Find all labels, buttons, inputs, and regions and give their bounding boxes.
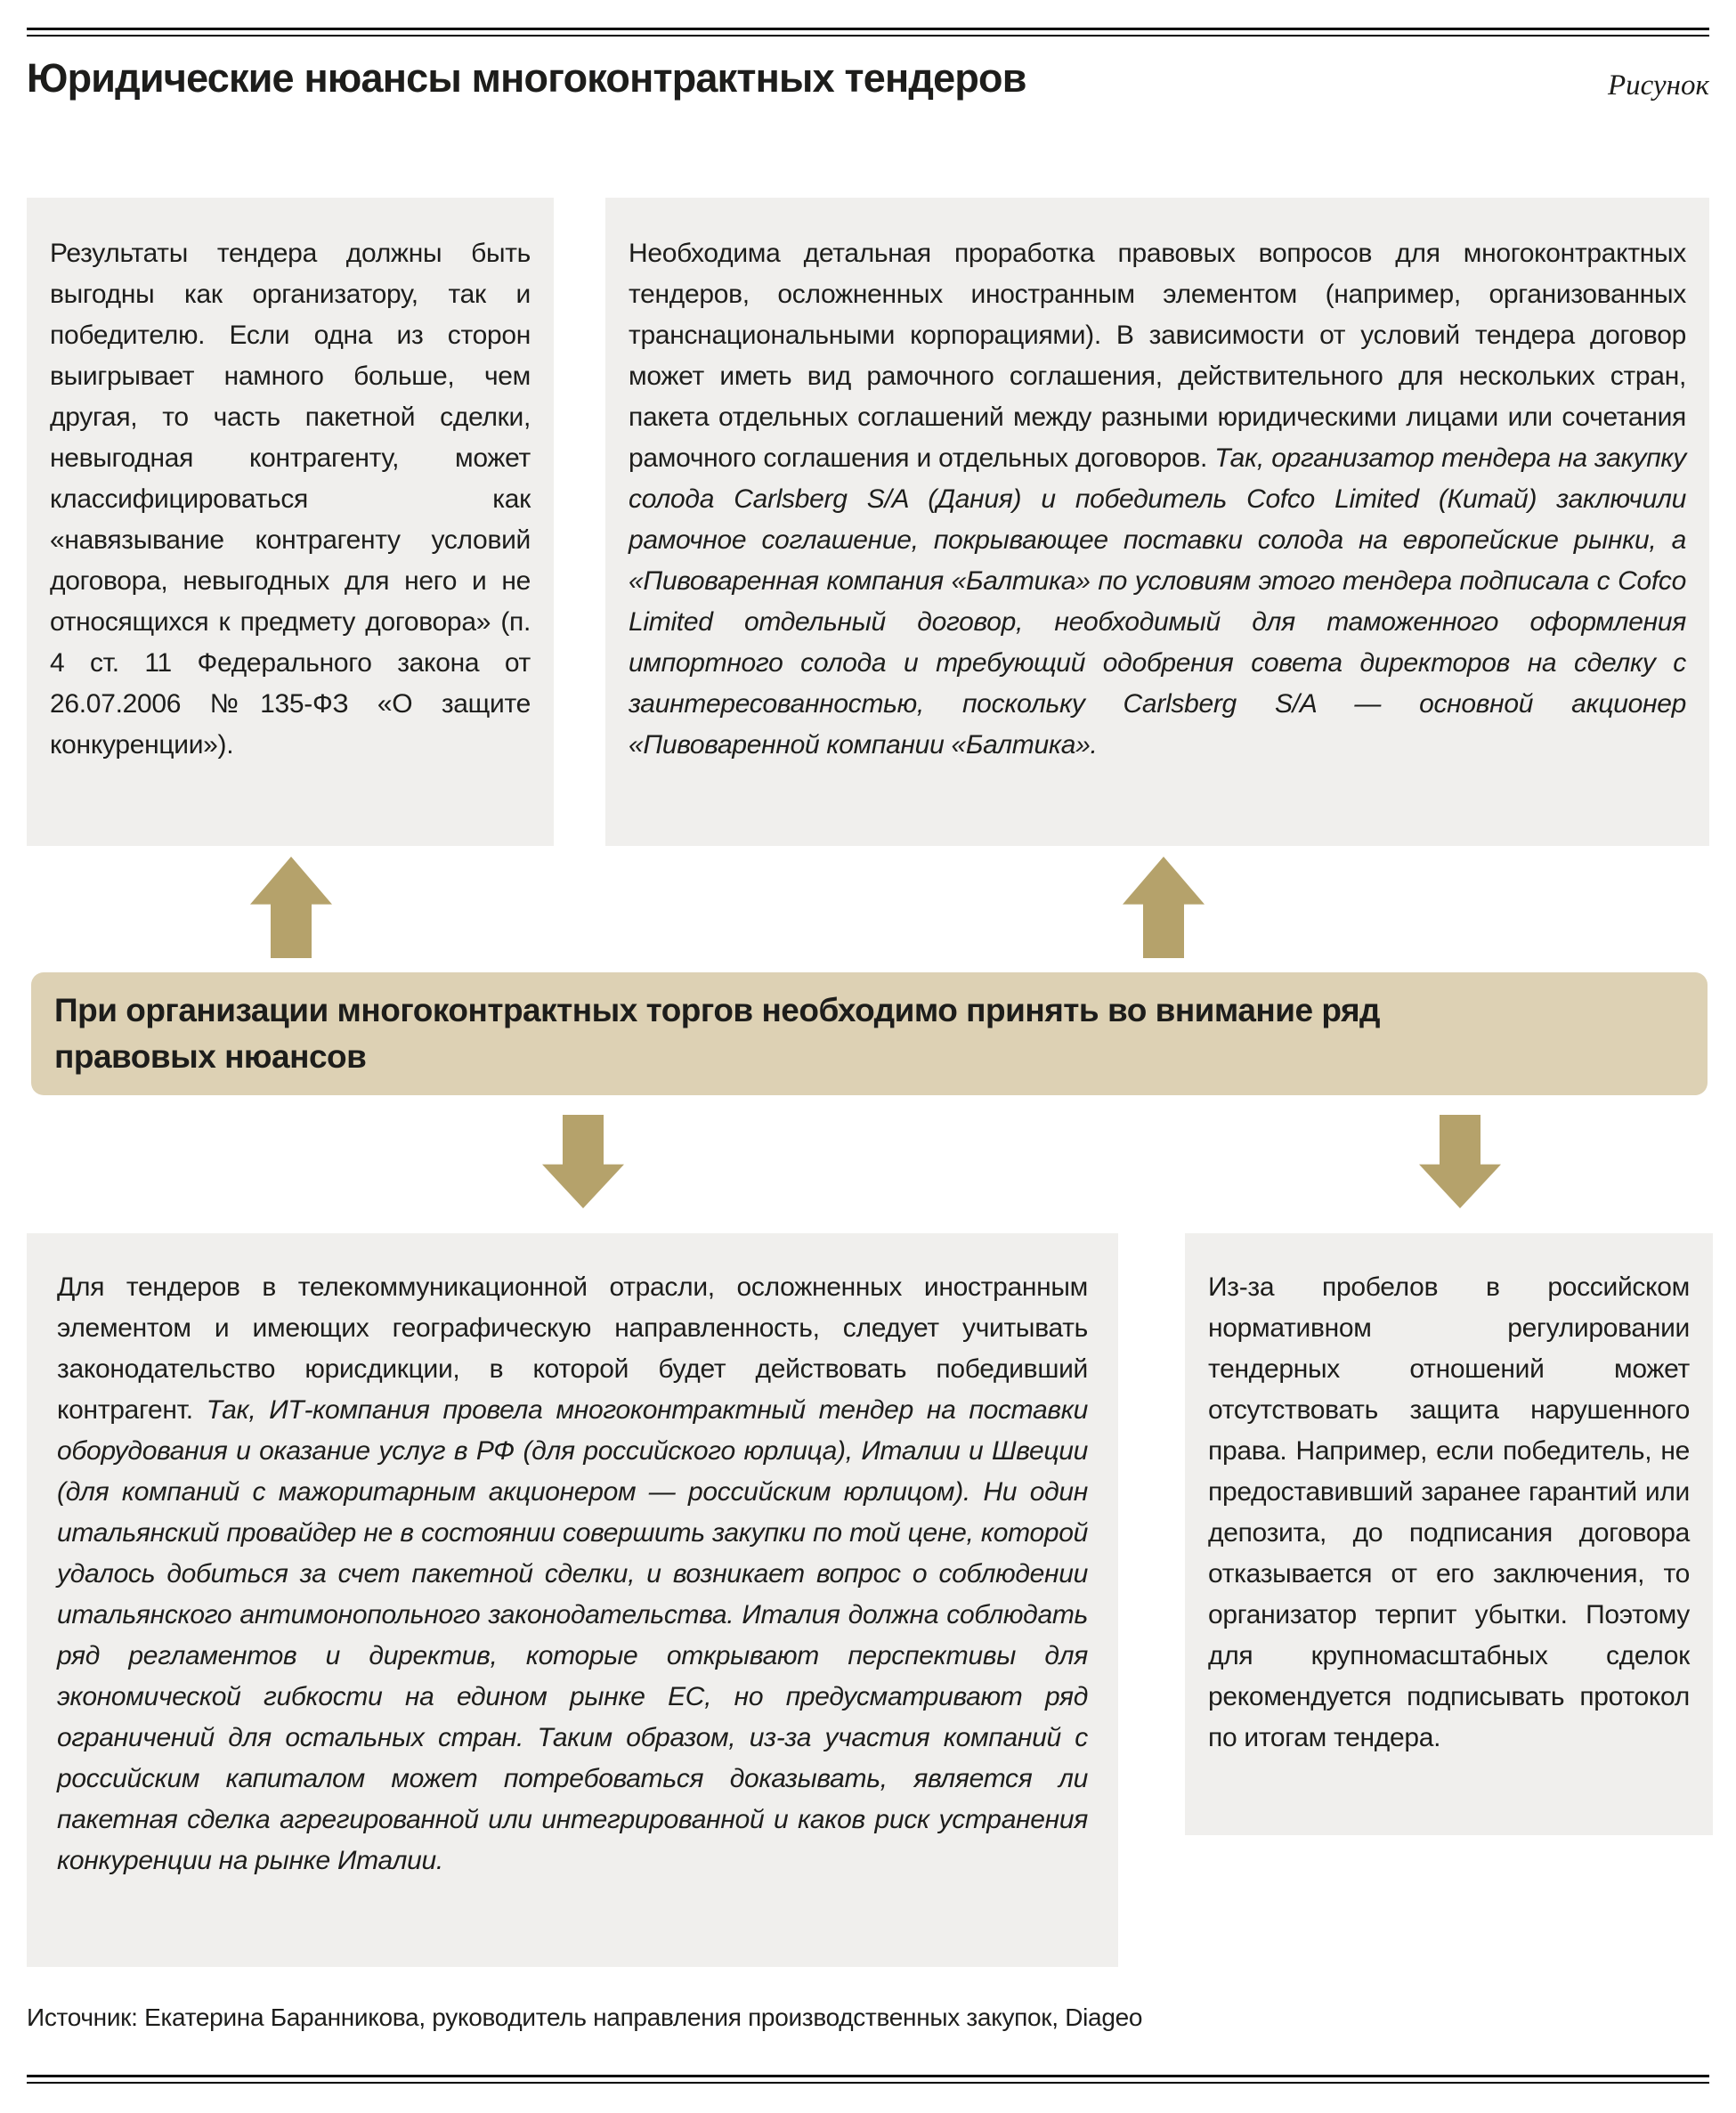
down-arrow-icon (1419, 1115, 1501, 1208)
up-arrow-icon (250, 857, 332, 958)
down-arrow-icon (542, 1115, 624, 1208)
box-telecom-tenders-text (57, 1267, 1088, 1881)
box-telecom-tenders (27, 1233, 1118, 1967)
source-line: Источник: Екатерина Баранникова, руководитель направления производственных закупок, Diageo (27, 2003, 1143, 2031)
text-segment-italic: Так, организатор тендера на закупку солода Carlsberg S/A (Дания) и победитель Cofco Limited (Китай) заключили рамочное соглашение, покрывающее поставки солода на европейские рынки, а «Пивоваренная компания «Балтика» по условиям этого тендера подписала с Cofco Limited отдельный договор, необходимый для таможенного оформления импортного солода и требующий одобрения совета директоров на сделку с заинтересованностью, поскольку Carlsberg S/A — основной акционер «Пивоваренной компании «Балтика». (629, 443, 1687, 760)
box-legal-elaboration-text (629, 233, 1686, 766)
box-tender-results (27, 198, 554, 846)
box-legal-elaboration (605, 198, 1709, 846)
up-arrow-icon (1123, 857, 1205, 958)
page-title: Юридические нюансы многоконтрактных тендеров (27, 55, 1026, 101)
text-segment: Результаты тендера должны быть выгодны как организатору, так и победителю. Если одна из сторон выигрывает намного больше, чем другая, то часть пакетной сделки, невыгодная контрагенту, может классифицироваться как «навязывание контрагенту условий договора, невыгодных для него и не относящихся к предмету договора» (п. 4 ст. 11 Федерального закона от 26.07.2006 №135-ФЗ «О защите конкуренции»). (50, 239, 531, 760)
top-divider (27, 28, 1709, 37)
figure-label: Рисунок (1607, 69, 1709, 102)
text-segment: Необходима детальная проработка правовых вопросов для многоконтрактных тендеров, осложненных иностранным элементом (например, организованных транснациональными корпорациями). В зависимости от условий тендера договор может иметь вид рамочного соглашения, действительного для нескольких стран, пакета отдельных соглашений между разными юридическими лицами или сочетания рамочного соглашения и отдельных договоров. (629, 239, 1686, 473)
bottom-divider (27, 2075, 1709, 2084)
banner-line-2: правовых нюансов (54, 1038, 367, 1075)
text-segment-italic: Так, ИТ-компания провела многоконтрактный тендер на поставки оборудования и оказание услуг в РФ (для российского юрлица), Италии и Швеции (для компаний с мажоритарным акционером — российским юрлицом). Ни один итальянский провайдер не в состоянии совершить закупки по той цене, которой удалось добиться за счет пакетной сделки, и возникает вопрос о соблюдении итальянского антимонопольного законодательства. Италия должна соблюдать ряд регламентов и директив, которые открывают перспективы для экономической гибкости на едином рынке ЕС, но предусматривают ряд ограничений для остальных стран. Таким образом, из-за участия компаний с российским капиталом может потребоваться доказывать, является ли пакетная сделка агрегированной или интегрированной и каков риск устранения конкуренции на рынке Италии. (57, 1395, 1089, 1875)
text-segment: Для тендеров в телекоммуникационной отрасли, осложненных иностранным элементом и имеющих географическую направленность, следует учитывать законодательство юрисдикции, в которой будет действовать победивший контрагент. (57, 1272, 1088, 1425)
central-statement-banner (31, 972, 1708, 1095)
box-tender-results-text (50, 233, 531, 766)
box-regulation-gaps-text (1208, 1267, 1690, 1759)
text-segment: Из-за пробелов в российском нормативном регулировании тендерных отношений может отсутствовать защита нарушенного права. Например, если победитель, не предоставивший заранее гарантий или депозита, до подписания договора отказывается от его заключения, то организатор терпит убытки. Поэтому для крупномасштабных сделок рекомендуется подписывать протокол по итогам тендера. (1208, 1272, 1690, 1752)
box-regulation-gaps (1185, 1233, 1713, 1835)
banner-line-1: При организации многоконтрактных торгов необходимо принять во внимание ряд (54, 992, 1381, 1028)
